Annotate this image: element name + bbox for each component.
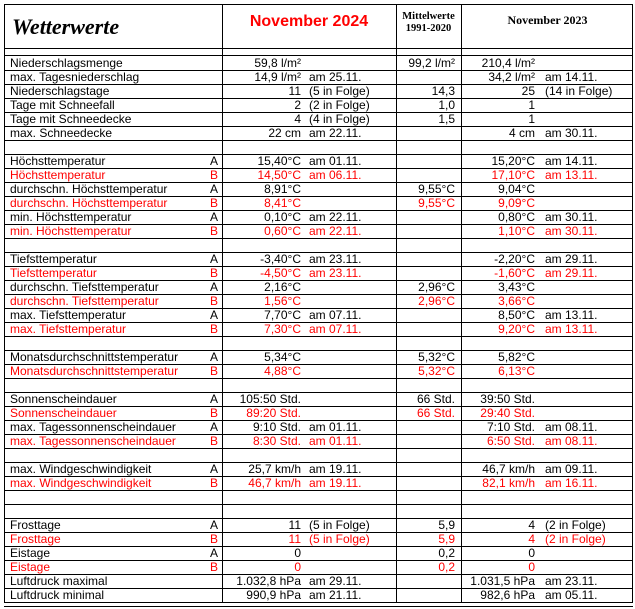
detail-current: (5 in Folge): [309, 518, 370, 532]
value-previous: 17,10°C: [491, 168, 535, 182]
detail-previous: am 13.11.: [545, 168, 598, 182]
value-mean: 14,3: [431, 84, 455, 98]
detail-current: am 06.11.: [309, 168, 362, 182]
column-header-mean-line1: Mittelwerte: [402, 11, 455, 22]
value-previous: -2,20°C: [494, 252, 535, 266]
value-current: 59,8 l/m²: [254, 56, 301, 70]
row-label: Monatsdurchschnittstemperatur: [10, 350, 179, 364]
value-current: 105:50 Std.: [239, 392, 301, 406]
detail-current: am 22.11.: [309, 210, 362, 224]
row-label: Monatsdurchschnittstemperatur: [10, 364, 179, 378]
row-group: B: [209, 266, 218, 280]
value-current: 8,41°C: [264, 196, 301, 210]
row-label: Frosttage: [10, 518, 61, 532]
detail-previous: am 30.11.: [545, 210, 598, 224]
value-previous: 3,43°C: [498, 280, 535, 294]
value-previous: 8,50°C: [498, 308, 535, 322]
detail-previous: am 13.11.: [545, 308, 598, 322]
detail-current: am 25.11.: [309, 70, 362, 84]
value-previous: 1.031,5 hPa: [470, 574, 535, 588]
detail-previous: am 29.11.: [545, 252, 598, 266]
table-row: [0, 126, 635, 140]
value-previous: 82,1 km/h: [482, 476, 535, 490]
detail-previous: am 08.11.: [545, 434, 598, 448]
table-row: [0, 322, 635, 336]
detail-previous: (2 in Folge): [545, 532, 606, 546]
value-previous: 29:40 Std.: [480, 406, 535, 420]
value-previous: 0: [528, 546, 535, 560]
grid-line-horizontal: [4, 378, 633, 379]
table-row: [0, 406, 635, 420]
row-group: B: [209, 406, 218, 420]
row-label: durchschn. Tiefsttemperatur: [10, 280, 159, 294]
value-current: 11: [288, 518, 301, 532]
column-header-current: November 2024: [249, 13, 369, 30]
value-current: 11: [288, 84, 301, 98]
value-previous: -1,60°C: [494, 266, 535, 280]
grid-line-horizontal: [4, 602, 633, 603]
value-current: 2: [294, 98, 301, 112]
table-row: [0, 294, 635, 308]
row-group: A: [209, 182, 218, 196]
row-label: max. Windgeschwindigkeit: [10, 476, 152, 490]
value-previous: 210,4 l/m²: [481, 56, 535, 70]
value-current: 0: [294, 560, 301, 574]
value-current: 11: [288, 532, 301, 546]
row-label: max. Tagessonnenscheindauer: [10, 434, 176, 448]
value-current: -4,50°C: [260, 266, 301, 280]
value-previous: 982,6 hPa: [480, 588, 535, 602]
table-row: [0, 476, 635, 490]
row-group: A: [209, 280, 218, 294]
detail-previous: am 14.11.: [545, 70, 598, 84]
value-previous: 1: [528, 98, 535, 112]
detail-current: am 07.11.: [309, 308, 362, 322]
value-current: 0,10°C: [264, 210, 301, 224]
row-label: max. Tagessonnenscheindauer: [10, 420, 176, 434]
table-row: [0, 392, 635, 406]
table-row: [0, 112, 635, 126]
detail-current: am 01.11.: [309, 434, 362, 448]
grid-line-horizontal: [4, 238, 633, 239]
value-previous: 1,10°C: [498, 224, 535, 238]
table-row: [0, 266, 635, 280]
row-label: Tiefsttemperatur: [10, 266, 97, 280]
row-group: B: [209, 532, 218, 546]
detail-current: am 22.11.: [309, 224, 362, 238]
detail-previous: am 13.11.: [545, 322, 598, 336]
row-label: durchschn. Höchsttemperatur: [10, 196, 168, 210]
row-group: B: [209, 168, 218, 182]
table-row: [0, 252, 635, 266]
table-row: [0, 462, 635, 476]
value-previous: 9,09°C: [498, 196, 535, 210]
row-label: Frosttage: [10, 532, 61, 546]
value-current: 0: [294, 546, 301, 560]
row-group: B: [209, 476, 218, 490]
value-previous: 46,7 km/h: [482, 462, 535, 476]
value-previous: 4: [528, 518, 535, 532]
value-previous: 9,20°C: [498, 322, 535, 336]
detail-previous: am 30.11.: [545, 126, 598, 140]
value-current: 0,60°C: [264, 224, 301, 238]
detail-current: am 07.11.: [309, 322, 362, 336]
detail-previous: am 08.11.: [545, 420, 598, 434]
detail-previous: am 09.11.: [545, 462, 598, 476]
value-current: 8,91°C: [264, 182, 301, 196]
value-current: 1.032,8 hPa: [236, 574, 301, 588]
table-row: [0, 532, 635, 546]
value-current: 4: [294, 112, 301, 126]
table-row: [0, 560, 635, 574]
value-mean: 66 Std.: [416, 392, 455, 406]
row-group: A: [209, 462, 218, 476]
table-row: [0, 574, 635, 588]
value-current: 990,9 hPa: [246, 588, 301, 602]
value-mean: 5,9: [438, 518, 455, 532]
value-mean: 2,96°C: [418, 294, 455, 308]
row-group: B: [209, 196, 218, 210]
detail-previous: am 30.11.: [545, 224, 598, 238]
value-current: 5,34°C: [264, 350, 301, 364]
value-mean: 5,32°C: [418, 364, 455, 378]
table-row: [0, 588, 635, 602]
table-row: [0, 420, 635, 434]
row-label: Luftdruck minimal: [10, 588, 105, 602]
value-previous: 3,66°C: [498, 294, 535, 308]
column-header-mean: [397, 11, 460, 35]
value-previous: 9,04°C: [498, 182, 535, 196]
value-previous: 0: [528, 560, 535, 574]
row-label: durchschn. Höchsttemperatur: [10, 182, 168, 196]
grid-line-horizontal: [4, 606, 633, 607]
row-group: B: [209, 434, 218, 448]
row-label: Eistage: [10, 546, 51, 560]
row-label: Niederschlagsmenge: [10, 56, 123, 70]
value-mean: 99,2 l/m²: [408, 56, 455, 70]
row-label: max. Tagesniederschlag: [10, 70, 140, 84]
value-current: 4,88°C: [264, 364, 301, 378]
detail-current: am 01.11.: [309, 420, 362, 434]
table-row: [0, 196, 635, 210]
detail-current: (2 in Folge): [309, 98, 370, 112]
detail-current: am 22.11.: [309, 126, 362, 140]
row-label: Sonnenscheindauer: [10, 392, 117, 406]
row-group: A: [209, 420, 218, 434]
value-mean: 5,32°C: [418, 350, 455, 364]
row-label: Höchsttemperatur: [10, 154, 106, 168]
value-current: 14,50°C: [257, 168, 301, 182]
row-label: max. Windgeschwindigkeit: [10, 462, 152, 476]
row-group: A: [209, 546, 218, 560]
table-row: [0, 518, 635, 532]
detail-current: am 21.11.: [309, 588, 362, 602]
value-current: 89:20 Std.: [246, 406, 301, 420]
table-row: [0, 98, 635, 112]
row-label: Tage mit Schneedecke: [10, 112, 132, 126]
table-row: [0, 308, 635, 322]
row-group: A: [209, 252, 218, 266]
value-mean: 0,2: [438, 546, 455, 560]
table-row: [0, 154, 635, 168]
row-group: B: [209, 224, 218, 238]
detail-current: (4 in Folge): [309, 112, 370, 126]
value-previous: 39:50 Std.: [480, 392, 535, 406]
row-group: A: [209, 210, 218, 224]
value-current: 25,7 km/h: [248, 462, 301, 476]
value-mean: 0,2: [438, 560, 455, 574]
row-label: durchschn. Tiefsttemperatur: [10, 294, 159, 308]
value-mean: 1,5: [438, 112, 455, 126]
row-label: Eistage: [10, 560, 51, 574]
detail-previous: am 14.11.: [545, 154, 598, 168]
value-mean: 5,9: [438, 532, 455, 546]
row-label: min. Höchsttemperatur: [10, 210, 132, 224]
value-previous: 34,2 l/m²: [488, 70, 535, 84]
table-row: [0, 168, 635, 182]
value-previous: 7:10 Std.: [486, 420, 535, 434]
table-row: [0, 364, 635, 378]
value-mean: 9,55°C: [418, 196, 455, 210]
table-row: [0, 56, 635, 70]
row-group: A: [209, 154, 218, 168]
row-group: A: [209, 392, 218, 406]
detail-current: (5 in Folge): [309, 84, 370, 98]
detail-previous: am 23.11.: [545, 574, 598, 588]
column-header-previous: November 2023: [507, 13, 588, 27]
value-current: -3,40°C: [260, 252, 301, 266]
row-group: B: [209, 364, 218, 378]
grid-line-horizontal: [4, 140, 633, 141]
value-mean: 2,96°C: [418, 280, 455, 294]
detail-previous: am 16.11.: [545, 476, 598, 490]
detail-previous: (2 in Folge): [545, 518, 606, 532]
row-label: Höchsttemperatur: [10, 168, 106, 182]
table-row: [0, 350, 635, 364]
row-label: Tiefsttemperatur: [10, 252, 97, 266]
row-label: Luftdruck maximal: [10, 574, 108, 588]
row-label: Sonnenscheindauer: [10, 406, 117, 420]
table-row: [0, 70, 635, 84]
detail-current: am 29.11.: [309, 574, 362, 588]
detail-current: am 19.11.: [309, 462, 362, 476]
value-previous: 6,13°C: [498, 364, 535, 378]
row-group: B: [209, 560, 218, 574]
grid-line-horizontal: [4, 490, 633, 491]
value-previous: 4 cm: [508, 126, 535, 140]
value-previous: 4: [528, 532, 535, 546]
row-group: B: [209, 294, 218, 308]
value-previous: 5,82°C: [498, 350, 535, 364]
detail-previous: am 29.11.: [545, 266, 598, 280]
table-row: [0, 434, 635, 448]
table-row: [0, 546, 635, 560]
grid-line-horizontal: [4, 504, 633, 505]
value-previous: 15,20°C: [491, 154, 535, 168]
detail-previous: am 05.11.: [545, 588, 598, 602]
grid-line-horizontal: [4, 4, 633, 5]
value-previous: 6:50 Std.: [486, 434, 535, 448]
value-mean: 9,55°C: [418, 182, 455, 196]
table-row: [0, 182, 635, 196]
row-label: min. Höchsttemperatur: [10, 224, 132, 238]
row-group: B: [209, 322, 218, 336]
value-current: 14,9 l/m²: [254, 70, 301, 84]
row-group: A: [209, 308, 218, 322]
value-previous: 25: [521, 84, 535, 98]
value-mean: 1,0: [438, 98, 455, 112]
value-current: 7,30°C: [264, 322, 301, 336]
value-current: 22 cm: [268, 126, 301, 140]
value-previous: 1: [528, 112, 535, 126]
table-row: [0, 210, 635, 224]
grid-line-horizontal: [4, 48, 633, 49]
row-label: Tage mit Schneefall: [10, 98, 115, 112]
value-current: 9:10 Std.: [252, 420, 301, 434]
detail-current: am 19.11.: [309, 476, 362, 490]
detail-current: am 01.11.: [309, 154, 362, 168]
row-label: Niederschlagstage: [10, 84, 110, 98]
grid-line-horizontal: [4, 336, 633, 337]
row-group: A: [209, 350, 218, 364]
table-row: [0, 84, 635, 98]
grid-line-horizontal: [4, 448, 633, 449]
row-label: max. Tiefsttemperatur: [10, 322, 127, 336]
value-current: 7,70°C: [264, 308, 301, 322]
value-current: 46,7 km/h: [248, 476, 301, 490]
row-label: max. Schneedecke: [10, 126, 113, 140]
page-title: Wetterwerte: [12, 14, 120, 39]
value-current: 15,40°C: [257, 154, 301, 168]
table-row: [0, 280, 635, 294]
detail-current: (5 in Folge): [309, 532, 370, 546]
detail-current: am 23.11.: [309, 266, 362, 280]
value-previous: 0,80°C: [498, 210, 535, 224]
value-current: 8:30 Std.: [252, 434, 301, 448]
detail-current: am 23.11.: [309, 252, 362, 266]
value-mean: 66 Std.: [416, 406, 455, 420]
row-group: A: [209, 518, 218, 532]
detail-previous: (14 in Folge): [545, 84, 613, 98]
row-label: max. Tiefsttemperatur: [10, 308, 127, 322]
column-header-mean-line2: 1991-2020: [405, 23, 452, 34]
value-current: 1,56°C: [264, 294, 301, 308]
table-row: [0, 224, 635, 238]
value-current: 2,16°C: [264, 280, 301, 294]
